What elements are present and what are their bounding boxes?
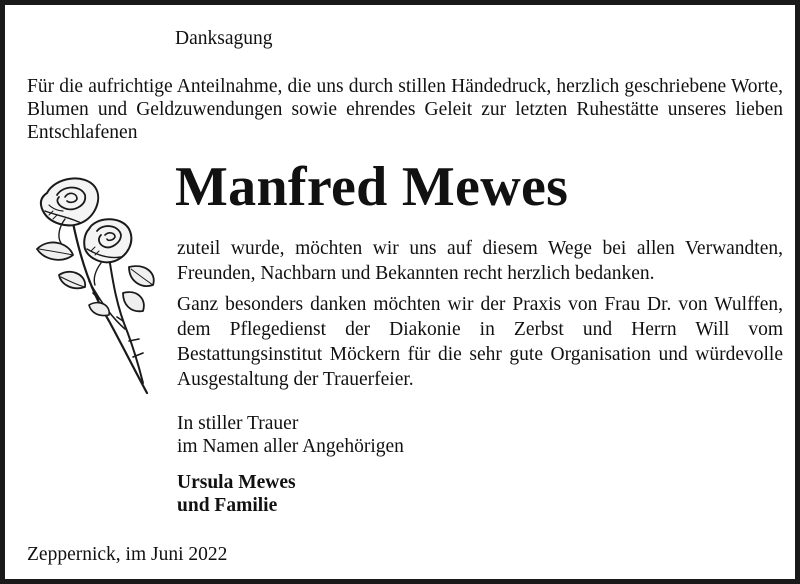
- intro-paragraph: Für die aufrichtige Anteilnahme, die uns durch stillen Händedruck, herzlich geschriebene Worte, Blumen und Geldzuwendungen sowie ehrendes Geleit zur letzten Ruhestätte unseres lieben Entschlafenen: [27, 76, 783, 143]
- signature-line-2: und Familie: [177, 495, 278, 516]
- thanks-paragraph: zuteil wurde, möchten wir uns auf diesem Wege bei allen Verwandten, Freunden, Nachbarn und Bekannten recht herzlich bedanken.: [177, 238, 783, 284]
- mourning-line-2: im Namen aller Angehörigen: [177, 436, 404, 457]
- roses-illustration-icon: [29, 171, 167, 399]
- special-thanks-paragraph: Ganz besonders danken möchten wir der Praxis von Frau Dr. von Wulffen, dem Pflegedienst der Diakonie in Zerbst und Herrn Will vom Bestattungsinstitut Möckern für die sehr gute Organisation und würdevolle Ausgestaltung der Trauerfeier.: [177, 294, 783, 390]
- mourning-block: [177, 412, 404, 458]
- deceased-name: Manfred Mewes: [175, 156, 569, 218]
- notice-heading: Danksagung: [175, 28, 273, 49]
- signature-line-1: Ursula Mewes: [177, 472, 296, 493]
- mourning-line-1: In stiller Trauer: [177, 413, 299, 434]
- place-date: Zeppernick, im Juni 2022: [27, 544, 228, 565]
- signature-block: [177, 471, 296, 517]
